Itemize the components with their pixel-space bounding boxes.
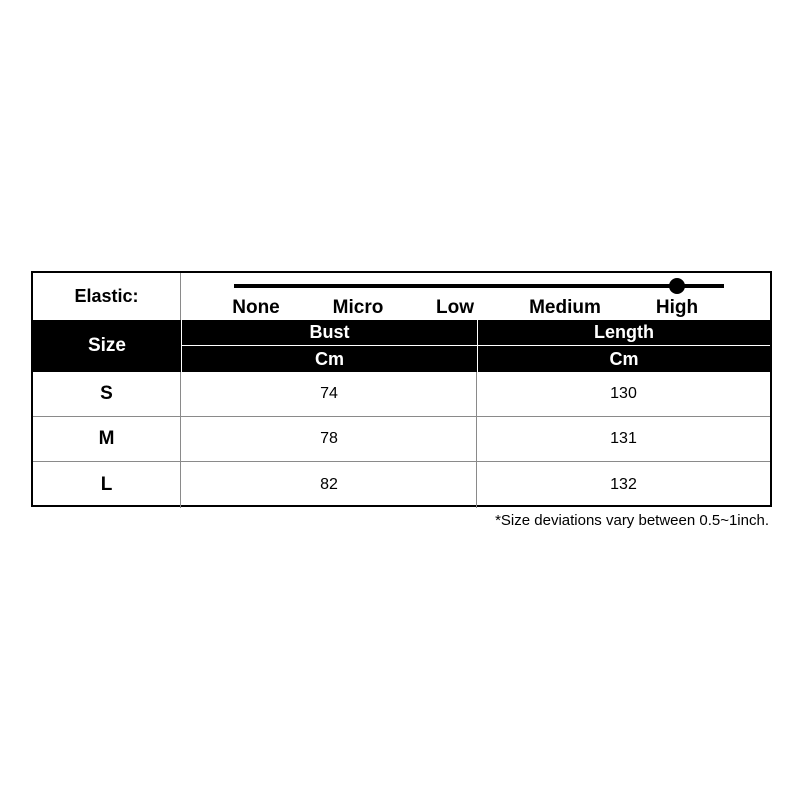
size-chart bbox=[31, 271, 772, 507]
bust-header: Bust bbox=[309, 322, 350, 342]
bust-cell: 74 bbox=[182, 372, 477, 416]
size-cell: L bbox=[33, 462, 181, 508]
bust-cell: 82 bbox=[182, 462, 477, 508]
size-deviation-note: *Size deviations vary between 0.5~1inch. bbox=[495, 512, 769, 529]
table-row bbox=[33, 417, 770, 462]
table-header bbox=[33, 320, 770, 372]
level-none: None bbox=[232, 297, 280, 318]
length-unit: Cm bbox=[609, 348, 639, 369]
size-header: Size bbox=[87, 335, 127, 356]
level-micro: Micro bbox=[332, 297, 384, 318]
length-header: Length bbox=[594, 322, 654, 342]
length-cell: 131 bbox=[610, 430, 637, 447]
level-high: High bbox=[655, 297, 699, 318]
length-cell: 130 bbox=[610, 385, 637, 402]
length-cell: 132 bbox=[610, 476, 637, 493]
bust-unit: Cm bbox=[314, 348, 344, 369]
elasticity-scale bbox=[182, 273, 770, 320]
level-low: Low bbox=[436, 297, 474, 318]
table-row bbox=[33, 372, 770, 417]
level-medium: Medium bbox=[529, 297, 601, 318]
bust-cell: 78 bbox=[182, 417, 477, 461]
elasticity-levels bbox=[182, 297, 770, 319]
elasticity-scale-line bbox=[234, 284, 724, 288]
elasticity-marker bbox=[669, 278, 685, 294]
size-cell: S bbox=[33, 372, 181, 416]
table-body bbox=[33, 372, 770, 508]
size-cell: M bbox=[33, 417, 181, 461]
elastic-row bbox=[33, 273, 770, 320]
elastic-label: Elastic: bbox=[33, 273, 181, 320]
table-row bbox=[33, 462, 770, 508]
